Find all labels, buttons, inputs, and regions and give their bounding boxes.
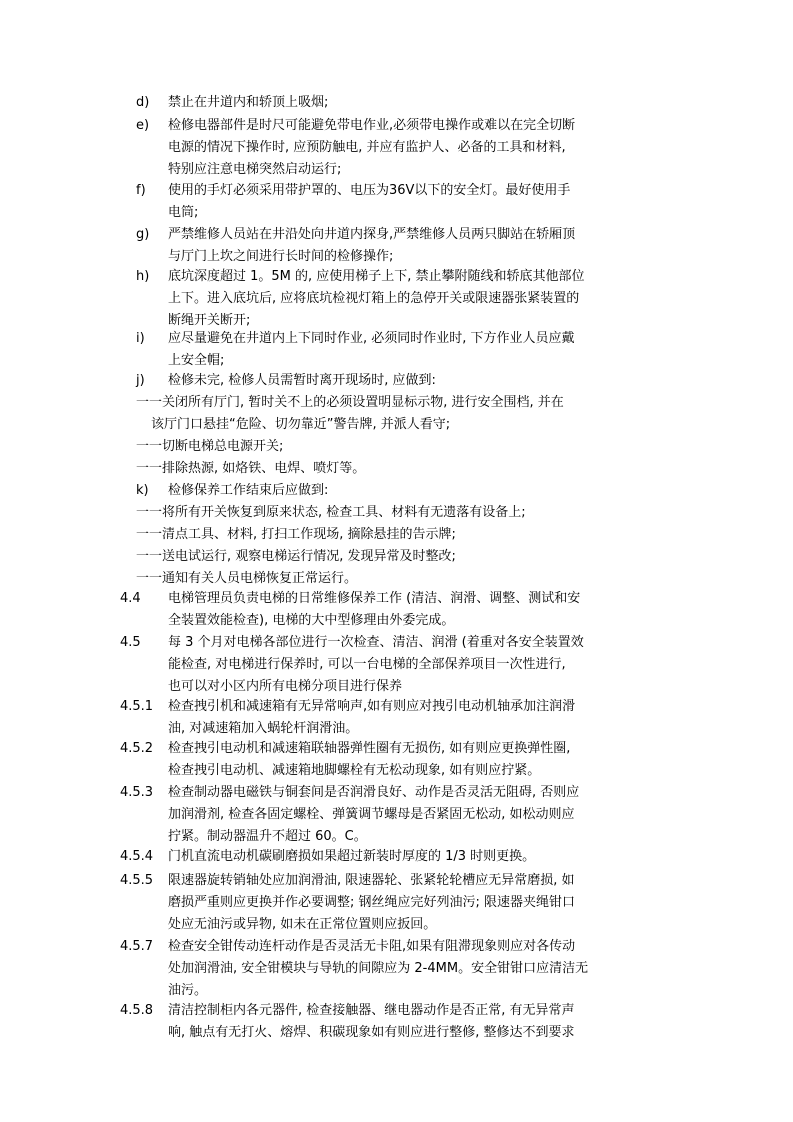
text-line: 上下。进入底坑后, 应将底坑检视灯箱上的急停开关或限速器张紧装置的: [168, 291, 580, 306]
text-line: 全装置效能检查), 电梯的大中型修理由外委完成。: [168, 613, 455, 628]
item-marker: j): [136, 373, 145, 388]
text-line: 电源的情况下操作时, 应预防触电, 并应有监护人、必备的工具和材料,: [168, 140, 566, 155]
text-line: 使用的手灯必须采用带护罩的、电压为36V以下的安全灯。最好使用手: [168, 183, 571, 198]
section-text: [168, 782, 579, 848]
section-number: 4.5.7: [120, 939, 154, 954]
text-line: 油, 对减速箱加入蜗轮杆润滑油。: [168, 721, 359, 736]
dash-item: 该厅门口悬挂“危险、切勿靠近”警告牌, 并派人看守;: [151, 417, 451, 432]
section-number: 4.5.2: [120, 741, 154, 756]
text-line: 检修电器部件是时尺可能避免带电作业,必须带电操作或难以在完全切断: [168, 118, 576, 133]
text-line: 与厅门上坎之间进行长时间的检修操作;: [168, 249, 394, 264]
text-line: 底坑深度超过 1。5M 的, 应使用梯子上下, 禁止攀附随线和轿底其他部位: [168, 269, 585, 284]
text-line: 处应无油污或异物, 如未在正常位置则应扳回。: [168, 917, 437, 932]
list-item: [168, 370, 436, 392]
list-item: [168, 224, 575, 268]
text-line: 响, 触点有无打火、熔焊、积碳现象如有则应进行整修, 整修达不到要求: [168, 1025, 575, 1040]
dash-item: 一一关闭所有厅门, 暂时关不上的必须设置明显标示物, 进行安全围档, 并在: [136, 395, 564, 410]
section-number: 4.5.1: [120, 699, 154, 714]
section-text: [168, 696, 575, 740]
dash-item: 一一将所有开关恢复到原来状态, 检查工具、材料有无遗落有设备上;: [136, 505, 526, 520]
text-line: 电筒;: [168, 205, 199, 220]
dash-item: 一一切断电梯总电源开关;: [136, 439, 284, 454]
dash-list-k: [136, 502, 526, 590]
text-line: 禁止在井道内和轿顶上吸烟;: [168, 95, 329, 110]
dash-list-j: [136, 392, 564, 480]
section-text: [168, 870, 575, 936]
item-marker: d): [136, 95, 150, 110]
text-line: 检查拽引电动机和减速箱联轴器弹性圈有无损伤, 如有则应更换弹性圈,: [168, 741, 571, 756]
text-line: 检查拽引电动机、减速箱地脚螺栓有无松动现象, 如有则应拧紧。: [168, 763, 541, 778]
text-line: 门机直流电动机碳刷磨损如果超过新装时厚度的 1/3 时则更换。: [168, 849, 536, 864]
text-line: 检查安全钳传动连杆动作是否灵活无卡阻,如果有阻滞现象则应对各传动: [168, 939, 576, 954]
text-line: 能检查, 对电梯进行保养时, 可以一台电梯的全部保养项目一次性进行,: [168, 657, 566, 672]
dash-item: 一一送电试运行, 观察电梯运行情况, 发现异常及时整改;: [136, 549, 456, 564]
item-marker: g): [136, 227, 150, 242]
section-number: 4.5.5: [120, 873, 154, 888]
item-marker: i): [136, 331, 145, 346]
text-line: 清洁控制柜内各元器件, 检查接触器、继电器动作是否正常, 有无异常声: [168, 1003, 575, 1018]
list-item: [168, 180, 570, 224]
section-number: 4.5.4: [120, 849, 154, 864]
text-line: 处加润滑油, 安全钳模块与导轨的间隙应为 2-4MM。安全钳钳口应清洁无: [168, 961, 589, 976]
text-line: 应尽量避免在井道内上下同时作业, 必须同时作业时, 下方作业人员应戴: [168, 331, 575, 346]
list-item: [168, 328, 575, 372]
text-line: 断绳开关断开;: [168, 313, 251, 328]
text-line: 每 3 个月对电梯各部位进行一次检查、清洁、润滑 (着重对各安全装置效: [168, 635, 584, 650]
section-number: 4.5: [120, 635, 141, 650]
section-text: [168, 846, 535, 868]
dash-item: 一一排除热源, 如烙铁、电焊、喷灯等。: [136, 461, 366, 476]
text-line: 上安全帽;: [168, 353, 225, 368]
item-marker: k): [136, 483, 149, 498]
text-line: 检修保养工作结束后应做到:: [168, 483, 329, 498]
text-line: 也可以对小区内所有电梯分项目进行保养: [168, 679, 403, 694]
section-number: 4.4: [120, 591, 141, 606]
item-marker: f): [136, 183, 146, 198]
text-line: 磨损严重则应更换并作必要调整; 钢丝绳应完好列油污; 限速器夹绳钳口: [168, 895, 576, 910]
section-text: [168, 936, 588, 1002]
section-text: [168, 632, 584, 698]
section-text: [168, 588, 580, 632]
list-item: [168, 480, 328, 502]
dash-item: 一一清点工具、材料, 打扫工作现场, 摘除悬挂的告示牌;: [136, 527, 456, 542]
text-line: 严禁维修人员站在井沿处向井道内探身,严禁维修人员两只脚站在轿厢顶: [168, 227, 576, 242]
section-number: 4.5.8: [120, 1003, 154, 1018]
text-line: 油污。: [168, 983, 208, 998]
list-item: [168, 115, 575, 181]
dash-item: 一一通知有关人员电梯恢复正常运行。: [136, 571, 358, 586]
text-line: 限速器旋转销轴处应加润滑油, 限速器轮、张紧轮轮槽应无异常磨损, 如: [168, 873, 575, 888]
text-line: 检查制动器电磁铁与铜套间是否润滑良好、动作是否灵活无阻碍, 否则应: [168, 785, 580, 800]
text-line: 检查拽引机和减速箱有无异常响声,如有则应对拽引电动机轴承加注润滑: [168, 699, 576, 714]
section-text: [168, 738, 570, 782]
item-marker: h): [136, 269, 150, 284]
text-line: 加润滑剂, 检查各固定螺栓、弹簧调节螺母是否紧固无松动, 如松动则应: [168, 807, 575, 822]
text-line: 检修未完, 检修人员需暂时离开现场时, 应做到:: [168, 373, 436, 388]
list-item: [168, 92, 328, 114]
text-line: 电梯管理员负责电梯的日常维修保养工作 (清洁、润滑、调整、测试和安: [168, 591, 581, 606]
section-text: [168, 1000, 575, 1044]
text-line: 拧紧。制动器温升不超过 60。C。: [168, 829, 367, 844]
text-line: 特别应注意电梯突然启动运行;: [168, 162, 342, 177]
section-number: 4.5.3: [120, 785, 154, 800]
list-item: [168, 266, 585, 332]
item-marker: e): [136, 118, 150, 133]
